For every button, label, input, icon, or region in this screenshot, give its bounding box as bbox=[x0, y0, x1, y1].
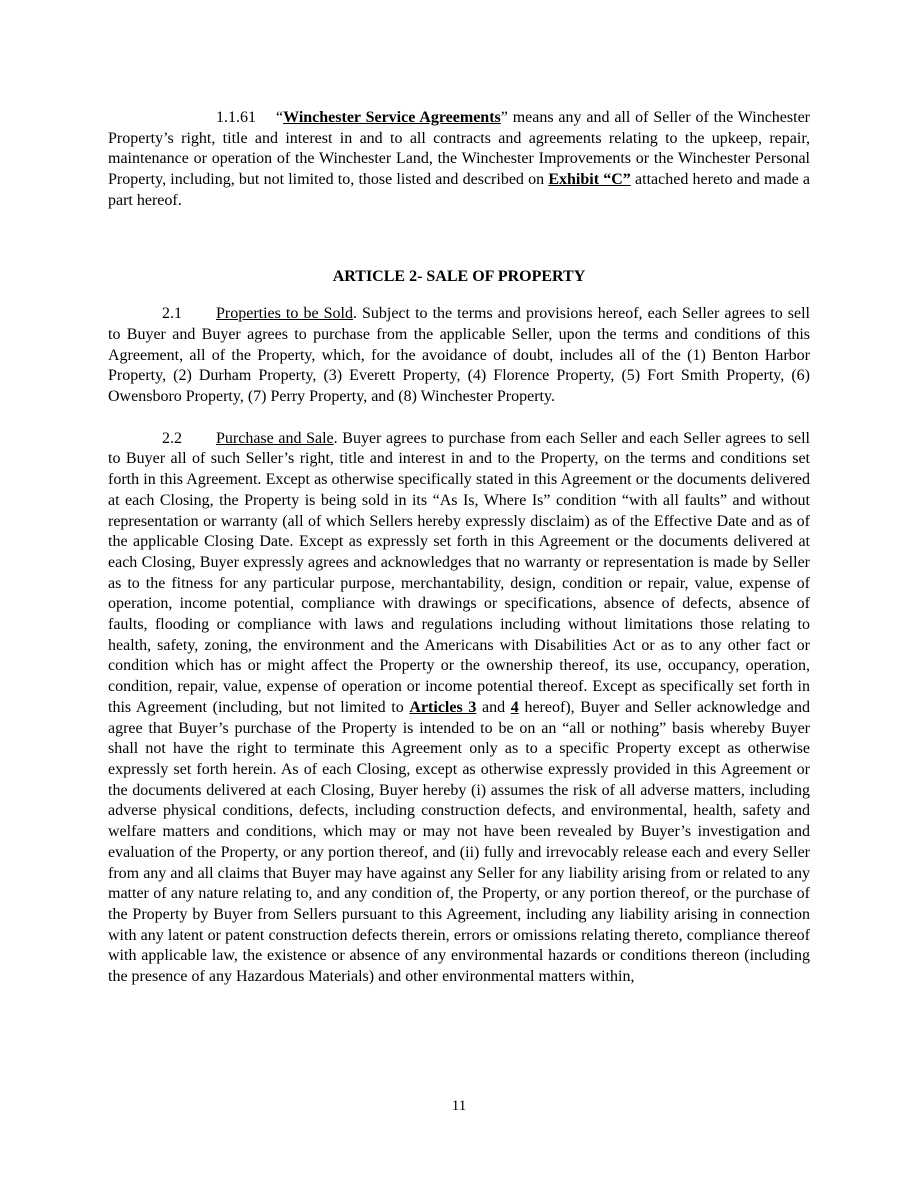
article-4-reference: 4 bbox=[510, 698, 519, 716]
page-number: 11 bbox=[451, 1098, 467, 1114]
section-text: . Buyer agrees to purchase from each Seller and each Seller agrees to sell to Buyer all of such Seller’s right, title and interest in and to the Property, on the terms and conditions set forth in this Agreement. Except as otherwise specifically stated in this Agreement or the documents delivered at each Closing, the Property is being sold in its “As Is, Where Is” condition “with all faults” and without representation or warranty (all of which Sellers hereby expressly disclaim) as of the Effective Date and as of the applicable Closing Date. Except as expressly set forth in this Agreement or the documents delivered at each Closing, Buyer expressly agrees and acknowledges that no warranty or representation is made by Seller as to the fitness for any particular purpose, merchantability, design, condition or repair, value, expense of operation, income potential, compliance with drawings or specifications, absence of defects, absence of faults, flooding or compliance with laws and regulations including without limitations those relating to health, safety, zoning, the environment and the Americans with Disabilities Act or as to any other fact or condition which has or might affect the Property or the ownership thereof, its use, occupancy, operation, condition, repair, value, expense of operation or income potential thereof. Except as specifically set forth in this Agreement (including, but not limited to bbox=[108, 429, 810, 716]
section-number: 1.1.61 bbox=[216, 109, 256, 126]
section-number: 2.1 bbox=[162, 305, 182, 323]
exhibit-reference: Exhibit “C” bbox=[548, 171, 631, 189]
section-text: . Subject to the terms and provisions hereof, each Seller agrees to sell to Buyer and Buyer agrees to purchase from the applicable Seller, upon the terms and conditions of this Agreement, all of the Property, which, for the avoidance of doubt, includes all of the (1) Benton Harbor Property, (2) Durham Property, (3) Everett Property, (4) Florence Property, (5) Fort Smith Property, (6) Owensboro Property, (7) Perry Property, and (8) Winchester Property. bbox=[108, 305, 811, 406]
section-text: attached hereto and made a part hereof. bbox=[108, 171, 810, 209]
section-title: Properties to be Sold bbox=[216, 305, 353, 323]
paragraph-spacer bbox=[108, 408, 810, 429]
defined-term: Winchester Service Agreements bbox=[283, 109, 501, 126]
document-page bbox=[108, 108, 810, 988]
articles-reference: Articles 3 bbox=[409, 698, 477, 716]
section-2-1 bbox=[108, 304, 810, 408]
section-2-2: 2.2 Purchase and Sale. Buyer agrees to purchase from each Seller and each Seller agrees to sell to Buyer all of such Seller’s right, title and interest in and to the Property, on the terms and conditions set forth in this Agreement. Except as otherwise specifically stated in this Agreement or the documents delivered at each Closing, the Property is being sold in its “As Is, Where Is” condition “with all faults” and without representation or warranty (all of which Sellers hereby expressly disclaim) as of the Effective Date and as of the applicable Closing Date. Except as expressly set forth in this Agreement or the documents delivered at each Closing, Buyer expressly agrees and acknowledges that no warranty or representation is made by Seller as to the fitness for any particular purpose, merchantability, design, condition or repair, value, expense of operation, income potential, compliance with drawings or specifications, absence of defects, absence of faults, flooding or compliance with laws and regulations including without limitations those relating to health, safety, zoning, the environment and the Americans with Disabilities Act or as to any other fact or condition which has or might affect the Property or the ownership thereof, its use, occupancy, operation, condition, repair, value, expense of operation or income potential thereof. Except as specifically set forth in this Agreement (including, but not limited to Articles 3 and 4 hereof), Buyer and Seller acknowledge and agree that Buyer’s purchase of the Property is intended to be on an “all or nothing” basis whereby Buyer shall not have the right to terminate this Agreement only as to a specific Property except as otherwise expressly set forth herein. As of each Closing, except as otherwise expressly provided in this Agreement or the documents delivered at each Closing, Buyer hereby (i) assumes the risk of all adverse matters, including adverse physical conditions, defects, including construction defects, and environmental, health, safety and welfare matters and conditions, which may or may not have been revealed by Buyer’s investigation and evaluation of the Property, or any portion thereof, and (ii) fully and irrevocably release each and every Seller from any and all claims that Buyer may have against any Seller for any liability arising from or related to any matter of any nature relating to, and any condition of, the Property, or any portion thereof, or the purchase of the Property by Buyer from Sellers pursuant to this Agreement, including any liability arising in connection with any latent or patent construction defects therein, errors or omissions relating thereto, compliance thereof with applicable law, the existence or absence of any environmental hazards or conditions thereon (including the presence of any Hazardous Materials) and other environmental matters within, bbox=[108, 429, 810, 986]
article-heading: ARTICLE 2- SALE OF PROPERTY bbox=[332, 267, 586, 285]
section-text: means any and all of Seller of the Winchester Property’s right, title and interest in and to all contracts and agreements relating to the upkeep, repair, maintenance or operation of the Winchester Land, the Winchester Improvements or the Winchester Personal Property, including, but not limited to, those listed and described on bbox=[108, 109, 810, 189]
section-1-1-61: 1.1.61 “Winchester Service Agreements” means any and all of Seller of the Winchester Property’s right, title and interest in and to all contracts and agreements relating to the upkeep, repair, maintenance or operation of the Winchester Land, the Winchester Improvements or the Winchester Personal Property, including, but not limited to, those listed and described on Exhibit “C” attached hereto and made a part hereof. bbox=[108, 109, 810, 209]
section-text: hereof), Buyer and Seller acknowledge and agree that Buyer’s purchase of the Property is intended to be on an “all or nothing” basis whereby Buyer shall not have the right to terminate this Agreement only as to a specific Property except as otherwise expressly set forth herein. As of each Closing, except as otherwise expressly provided in this Agreement or the documents delivered at each Closing, Buyer hereby (i) assumes the risk of all adverse matters, including adverse physical conditions, defects, including construction defects, and environmental, health, safety and welfare matters and conditions, which may or may not have been revealed by Buyer’s investigation and evaluation of the Property, or any portion thereof, and (ii) fully and irrevocably release each and every Seller from any and all claims that Buyer may have against any Seller for any liability arising from or related to any matter of any nature relating to, and any condition of, the Property, or any portion thereof, or the purchase of the Property by Buyer from Sellers pursuant to this Agreement, including any liability arising in connection with any latent or patent construction defects therein, errors or omissions relating thereto, compliance thereof with applicable law, the existence or absence of any environmental hazards or conditions thereon (including the presence of any Hazardous Materials) and other environmental matters within, bbox=[108, 698, 810, 986]
section-number: 2.2 bbox=[162, 429, 182, 447]
section-title: Purchase and Sale bbox=[216, 429, 334, 447]
